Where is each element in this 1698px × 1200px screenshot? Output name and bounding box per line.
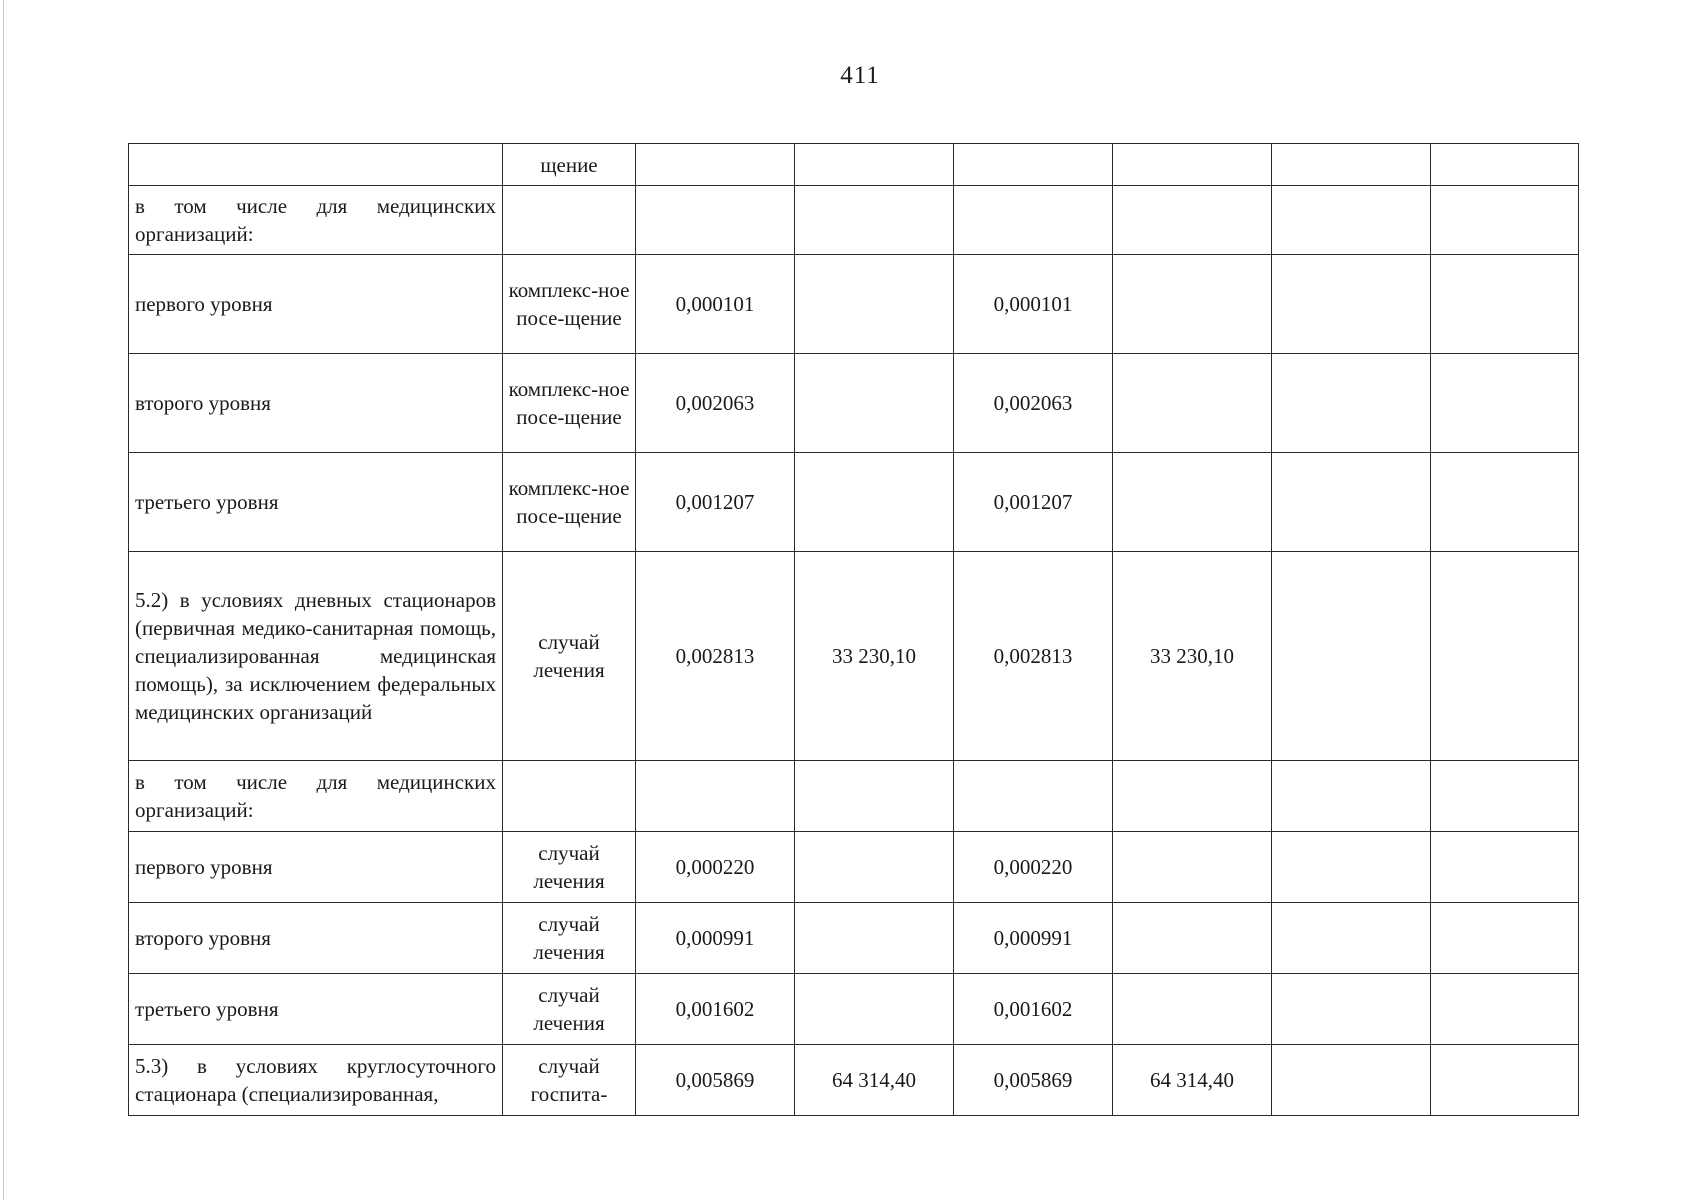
row-name-cell: второго уровня xyxy=(129,903,503,974)
unit-cell: комплекс-ное посе-щение xyxy=(503,453,636,552)
value-cell xyxy=(1431,186,1579,255)
page-number: 411 xyxy=(840,62,880,89)
value-cell xyxy=(954,144,1113,186)
value-cell: 64 314,40 xyxy=(795,1045,954,1116)
value-cell xyxy=(1113,974,1272,1045)
unit-cell: случай лечения xyxy=(503,903,636,974)
row-name-cell: второго уровня xyxy=(129,354,503,453)
value-cell xyxy=(1431,144,1579,186)
value-cell xyxy=(1272,832,1431,903)
value-cell xyxy=(1431,832,1579,903)
value-cell xyxy=(1272,144,1431,186)
unit-cell xyxy=(503,186,636,255)
value-cell xyxy=(795,186,954,255)
value-cell xyxy=(636,761,795,832)
unit-cell: случай лечения xyxy=(503,832,636,903)
value-cell xyxy=(1272,552,1431,761)
row-name-cell: 5.2) в условиях дневных стационаров (первичная медико-санитарная помощь, специализированная медицинская помощь), за исключением федеральных медицинских организаций xyxy=(129,552,503,761)
value-cell xyxy=(954,761,1113,832)
unit-cell: случай лечения xyxy=(503,974,636,1045)
value-cell xyxy=(1272,255,1431,354)
value-cell xyxy=(1431,1045,1579,1116)
value-cell: 0,002063 xyxy=(636,354,795,453)
value-cell: 64 314,40 xyxy=(1113,1045,1272,1116)
table-body xyxy=(129,144,1579,1116)
value-cell xyxy=(636,144,795,186)
table-row xyxy=(129,255,1579,354)
table-row xyxy=(129,903,1579,974)
value-cell xyxy=(795,255,954,354)
value-cell: 0,001207 xyxy=(954,453,1113,552)
value-cell xyxy=(1113,255,1272,354)
table-row xyxy=(129,552,1579,761)
table-row xyxy=(129,453,1579,552)
table-row xyxy=(129,186,1579,255)
value-cell xyxy=(1272,761,1431,832)
value-cell xyxy=(1272,974,1431,1045)
table-row xyxy=(129,832,1579,903)
table-row xyxy=(129,144,1579,186)
value-cell: 0,000101 xyxy=(954,255,1113,354)
value-cell xyxy=(1272,453,1431,552)
value-cell: 0,005869 xyxy=(954,1045,1113,1116)
value-cell: 33 230,10 xyxy=(1113,552,1272,761)
value-cell: 0,005869 xyxy=(636,1045,795,1116)
value-cell xyxy=(1113,903,1272,974)
row-name-cell: в том числе для медицинских организаций: xyxy=(129,186,503,255)
unit-cell: комплекс-ное посе-щение xyxy=(503,354,636,453)
value-cell: 0,001602 xyxy=(954,974,1113,1045)
row-name-cell xyxy=(129,144,503,186)
value-cell xyxy=(1431,255,1579,354)
value-cell: 0,002813 xyxy=(636,552,795,761)
row-name-cell: 5.3) в условиях круглосуточного стационара (специализированная, xyxy=(129,1045,503,1116)
value-cell xyxy=(795,354,954,453)
value-cell xyxy=(1431,354,1579,453)
value-cell xyxy=(795,453,954,552)
value-cell: 0,000220 xyxy=(636,832,795,903)
unit-cell: случай лечения xyxy=(503,552,636,761)
value-cell: 33 230,10 xyxy=(795,552,954,761)
value-cell xyxy=(1272,354,1431,453)
value-cell xyxy=(795,144,954,186)
unit-cell: комплекс-ное посе-щение xyxy=(503,255,636,354)
value-cell xyxy=(795,761,954,832)
value-cell xyxy=(1272,1045,1431,1116)
unit-cell: случай госпита- xyxy=(503,1045,636,1116)
table-row xyxy=(129,761,1579,832)
row-name-cell: третьего уровня xyxy=(129,974,503,1045)
value-cell: 0,002063 xyxy=(954,354,1113,453)
row-name-cell: третьего уровня xyxy=(129,453,503,552)
value-cell xyxy=(1431,761,1579,832)
unit-cell xyxy=(503,761,636,832)
value-cell xyxy=(1272,186,1431,255)
value-cell xyxy=(1113,453,1272,552)
value-cell xyxy=(1272,903,1431,974)
unit-cell: щение xyxy=(503,144,636,186)
value-cell xyxy=(1431,974,1579,1045)
value-cell xyxy=(954,186,1113,255)
value-cell xyxy=(1113,186,1272,255)
row-name-cell: в том числе для медицинских организаций: xyxy=(129,761,503,832)
value-cell xyxy=(1431,903,1579,974)
table-row xyxy=(129,974,1579,1045)
table-row xyxy=(129,354,1579,453)
value-cell xyxy=(1113,832,1272,903)
row-name-cell: первого уровня xyxy=(129,832,503,903)
value-cell xyxy=(1113,761,1272,832)
value-cell xyxy=(1113,354,1272,453)
value-cell: 0,001602 xyxy=(636,974,795,1045)
value-cell xyxy=(636,186,795,255)
value-cell: 0,000220 xyxy=(954,832,1113,903)
value-cell: 0,000991 xyxy=(954,903,1113,974)
scan-edge-line xyxy=(3,0,4,1200)
table-row xyxy=(129,1045,1579,1116)
norms-table xyxy=(128,143,1579,1116)
value-cell xyxy=(1431,552,1579,761)
value-cell xyxy=(1431,453,1579,552)
row-name-cell: первого уровня xyxy=(129,255,503,354)
value-cell: 0,000101 xyxy=(636,255,795,354)
value-cell: 0,002813 xyxy=(954,552,1113,761)
value-cell xyxy=(1113,144,1272,186)
value-cell xyxy=(795,974,954,1045)
value-cell: 0,001207 xyxy=(636,453,795,552)
value-cell xyxy=(795,832,954,903)
value-cell: 0,000991 xyxy=(636,903,795,974)
value-cell xyxy=(795,903,954,974)
